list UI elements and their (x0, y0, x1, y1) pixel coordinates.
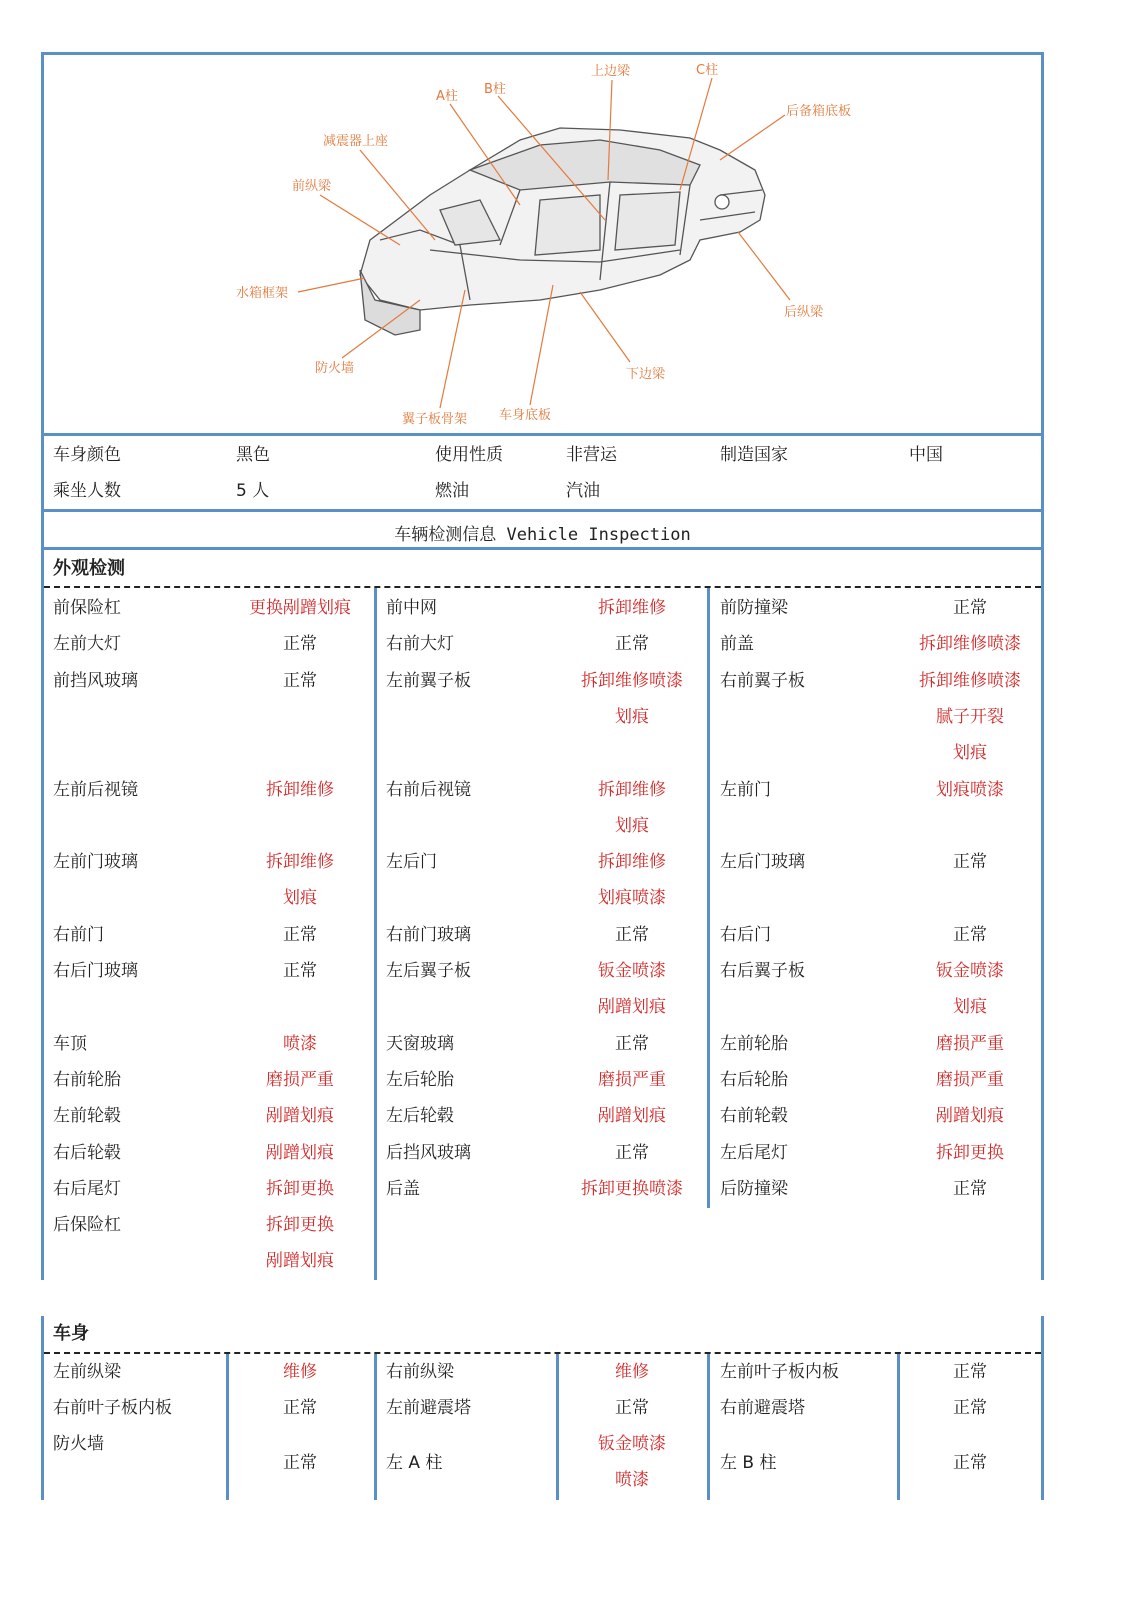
item-name: 右前门 (53, 924, 104, 945)
body-col-divider-5 (897, 1354, 900, 1500)
item-name: 左前轮胎 (720, 1033, 788, 1054)
item-status: 钣金喷漆 (936, 961, 1004, 981)
item-name: 左前门玻璃 (53, 852, 138, 873)
label-firewall: 防火墙 (315, 361, 355, 376)
item-status: 拆卸更换 (936, 1142, 1004, 1163)
label-front-rail: 前纵梁 (292, 179, 332, 194)
item-status: 腻子开裂 (936, 706, 1004, 727)
item-status: 剐蹭划痕 (266, 1142, 334, 1163)
item-name: 右后翼子板 (720, 961, 805, 981)
item-status: 拆卸维修 (598, 598, 666, 618)
ext-col-divider-1 (374, 588, 377, 1280)
item-status: 划痕 (953, 997, 987, 1018)
item-status: 喷漆 (283, 1033, 317, 1054)
item-status: 拆卸更换喷漆 (581, 1178, 683, 1199)
label-rear-rail: 后纵梁 (784, 305, 824, 320)
item-status: 划痕 (615, 815, 649, 836)
item-name: 车顶 (53, 1033, 87, 1054)
item-name: 右后门玻璃 (53, 961, 138, 981)
item-status: 正常 (615, 924, 649, 945)
item-status: 钣金喷漆 (598, 961, 666, 981)
item-status: 正常 (953, 924, 987, 945)
item-name: 右前避震塔 (720, 1398, 805, 1418)
color-label: 车身颜色 (53, 445, 121, 465)
item-name: 左 A 柱 (386, 1453, 443, 1473)
item-name: 左前后视镜 (53, 779, 138, 800)
item-status: 正常 (283, 634, 317, 655)
item-name: 左后轮毂 (386, 1106, 454, 1127)
origin-label: 制造国家 (720, 445, 788, 465)
item-status: 划痕 (283, 888, 317, 909)
label-b-pillar: B柱 (484, 82, 506, 97)
item-status: 划痕喷漆 (598, 888, 666, 909)
item-name: 前防撞梁 (720, 598, 788, 618)
exterior-section-title: 外观检测 (53, 558, 125, 579)
item-name: 防火墙 (53, 1434, 104, 1454)
item-name: 前盖 (720, 634, 754, 655)
body-col-divider-1 (226, 1354, 229, 1500)
item-status: 正常 (615, 1033, 649, 1054)
item-name: 左后翼子板 (386, 961, 471, 981)
item-name: 右后尾灯 (53, 1178, 121, 1199)
item-name: 右后轮胎 (720, 1069, 788, 1090)
item-name: 右前大灯 (386, 634, 454, 655)
item-name: 左 B 柱 (720, 1453, 777, 1473)
item-status: 正常 (953, 852, 987, 873)
item-name: 前保险杠 (53, 598, 121, 618)
item-status: 划痕 (953, 743, 987, 764)
seats-value: 5 人 (236, 481, 270, 501)
item-name: 后挡风玻璃 (386, 1142, 471, 1163)
seats-label: 乘坐人数 (53, 481, 121, 501)
item-name: 右后门 (720, 924, 771, 945)
item-status: 钣金喷漆 (598, 1434, 666, 1454)
label-floor: 车身底板 (499, 408, 552, 423)
item-name: 右前叶子板内板 (53, 1398, 172, 1418)
item-name: 后盖 (386, 1178, 420, 1199)
item-status: 拆卸维修 (598, 852, 666, 873)
item-status: 拆卸更换 (266, 1178, 334, 1199)
item-status: 磨损严重 (936, 1069, 1004, 1090)
label-trunk-floor: 后备箱底板 (786, 104, 852, 119)
item-status: 正常 (283, 670, 317, 691)
item-name: 左前大灯 (53, 634, 121, 655)
item-name: 左后门 (386, 852, 437, 873)
item-name: 右前翼子板 (720, 670, 805, 691)
item-name: 左前轮毂 (53, 1106, 121, 1127)
label-rocker: 下边梁 (626, 367, 666, 382)
item-status: 磨损严重 (266, 1069, 334, 1090)
body-col-divider-2 (374, 1354, 377, 1500)
item-name: 左前翼子板 (386, 670, 471, 691)
label-shock-tower: 减震器上座 (323, 134, 389, 149)
item-status: 划痕喷漆 (936, 779, 1004, 800)
color-value: 黑色 (236, 445, 270, 465)
fuel-label: 燃油 (435, 481, 469, 501)
car-body-shape (360, 128, 765, 335)
item-status: 划痕 (615, 706, 649, 727)
item-status: 更换剐蹭划痕 (249, 598, 351, 618)
item-name: 右前后视镜 (386, 779, 471, 800)
ext-col-divider-2 (707, 588, 710, 1208)
label-top-rail: 上边梁 (591, 64, 631, 79)
item-name: 左前叶子板内板 (720, 1362, 839, 1382)
item-status: 维修 (615, 1362, 649, 1382)
item-name: 后保险杠 (53, 1215, 121, 1236)
usage-label: 使用性质 (435, 445, 503, 465)
item-name: 左前门 (720, 779, 771, 800)
item-status: 正常 (953, 598, 987, 618)
item-name: 前挡风玻璃 (53, 670, 138, 691)
item-status: 磨损严重 (598, 1069, 666, 1090)
item-status: 正常 (283, 924, 317, 945)
item-status: 正常 (953, 1398, 987, 1418)
info-divider (41, 509, 1044, 512)
item-status: 剐蹭划痕 (598, 997, 666, 1018)
item-name: 左后轮胎 (386, 1069, 454, 1090)
inspection-title: 车辆检测信息 Vehicle Inspection (394, 525, 691, 545)
item-name: 后防撞梁 (720, 1178, 788, 1199)
item-status: 喷漆 (615, 1470, 649, 1491)
label-c-pillar: C柱 (696, 63, 719, 78)
item-name: 左前避震塔 (386, 1398, 471, 1418)
item-status: 正常 (953, 1453, 987, 1473)
item-status: 正常 (953, 1178, 987, 1199)
usage-value: 非营运 (566, 445, 617, 465)
item-status: 剐蹭划痕 (598, 1106, 666, 1127)
item-status: 剐蹭划痕 (266, 1251, 334, 1272)
item-status: 正常 (615, 634, 649, 655)
body-frame-left (41, 1316, 44, 1500)
body-section-title: 车身 (53, 1323, 89, 1344)
item-name: 右后轮毂 (53, 1142, 121, 1163)
body-frame-right (1041, 1316, 1044, 1500)
item-status: 拆卸维修 (266, 852, 334, 873)
item-status: 拆卸更换 (266, 1215, 334, 1236)
label-radiator-frame: 水箱框架 (236, 286, 289, 301)
item-status: 磨损严重 (936, 1033, 1004, 1054)
body-col-divider-4 (707, 1354, 710, 1500)
item-status: 剐蹭划痕 (266, 1106, 334, 1127)
body-col-divider-3 (556, 1354, 559, 1500)
item-name: 右前门玻璃 (386, 924, 471, 945)
item-name: 右前纵梁 (386, 1362, 454, 1382)
item-status: 拆卸维修喷漆 (919, 670, 1021, 691)
item-status: 正常 (953, 1362, 987, 1382)
car-body-diagram (0, 0, 1131, 440)
origin-value: 中国 (909, 445, 943, 465)
title-divider (41, 547, 1044, 550)
item-status: 剐蹭划痕 (936, 1106, 1004, 1127)
label-fender-frame: 翼子板骨架 (402, 412, 468, 427)
item-name: 左后尾灯 (720, 1142, 788, 1163)
item-status: 拆卸维修 (266, 779, 334, 800)
item-status: 维修 (283, 1362, 317, 1382)
item-name: 左后门玻璃 (720, 852, 805, 873)
item-status: 正常 (283, 961, 317, 981)
item-status: 拆卸维修喷漆 (919, 634, 1021, 655)
exterior-dashed-line (44, 586, 1041, 588)
item-status: 正常 (615, 1142, 649, 1163)
label-a-pillar: A柱 (436, 89, 458, 104)
item-status: 拆卸维修喷漆 (581, 670, 683, 691)
fuel-value: 汽油 (566, 481, 600, 501)
item-name: 天窗玻璃 (386, 1033, 454, 1054)
item-name: 前中网 (386, 598, 437, 618)
item-status: 拆卸维修 (598, 779, 666, 800)
item-status: 正常 (283, 1453, 317, 1473)
item-status: 正常 (615, 1398, 649, 1418)
item-name: 右前轮毂 (720, 1106, 788, 1127)
item-name: 左前纵梁 (53, 1362, 121, 1382)
item-status: 正常 (283, 1398, 317, 1418)
item-name: 右前轮胎 (53, 1069, 121, 1090)
body-dashed-line (44, 1352, 1041, 1354)
